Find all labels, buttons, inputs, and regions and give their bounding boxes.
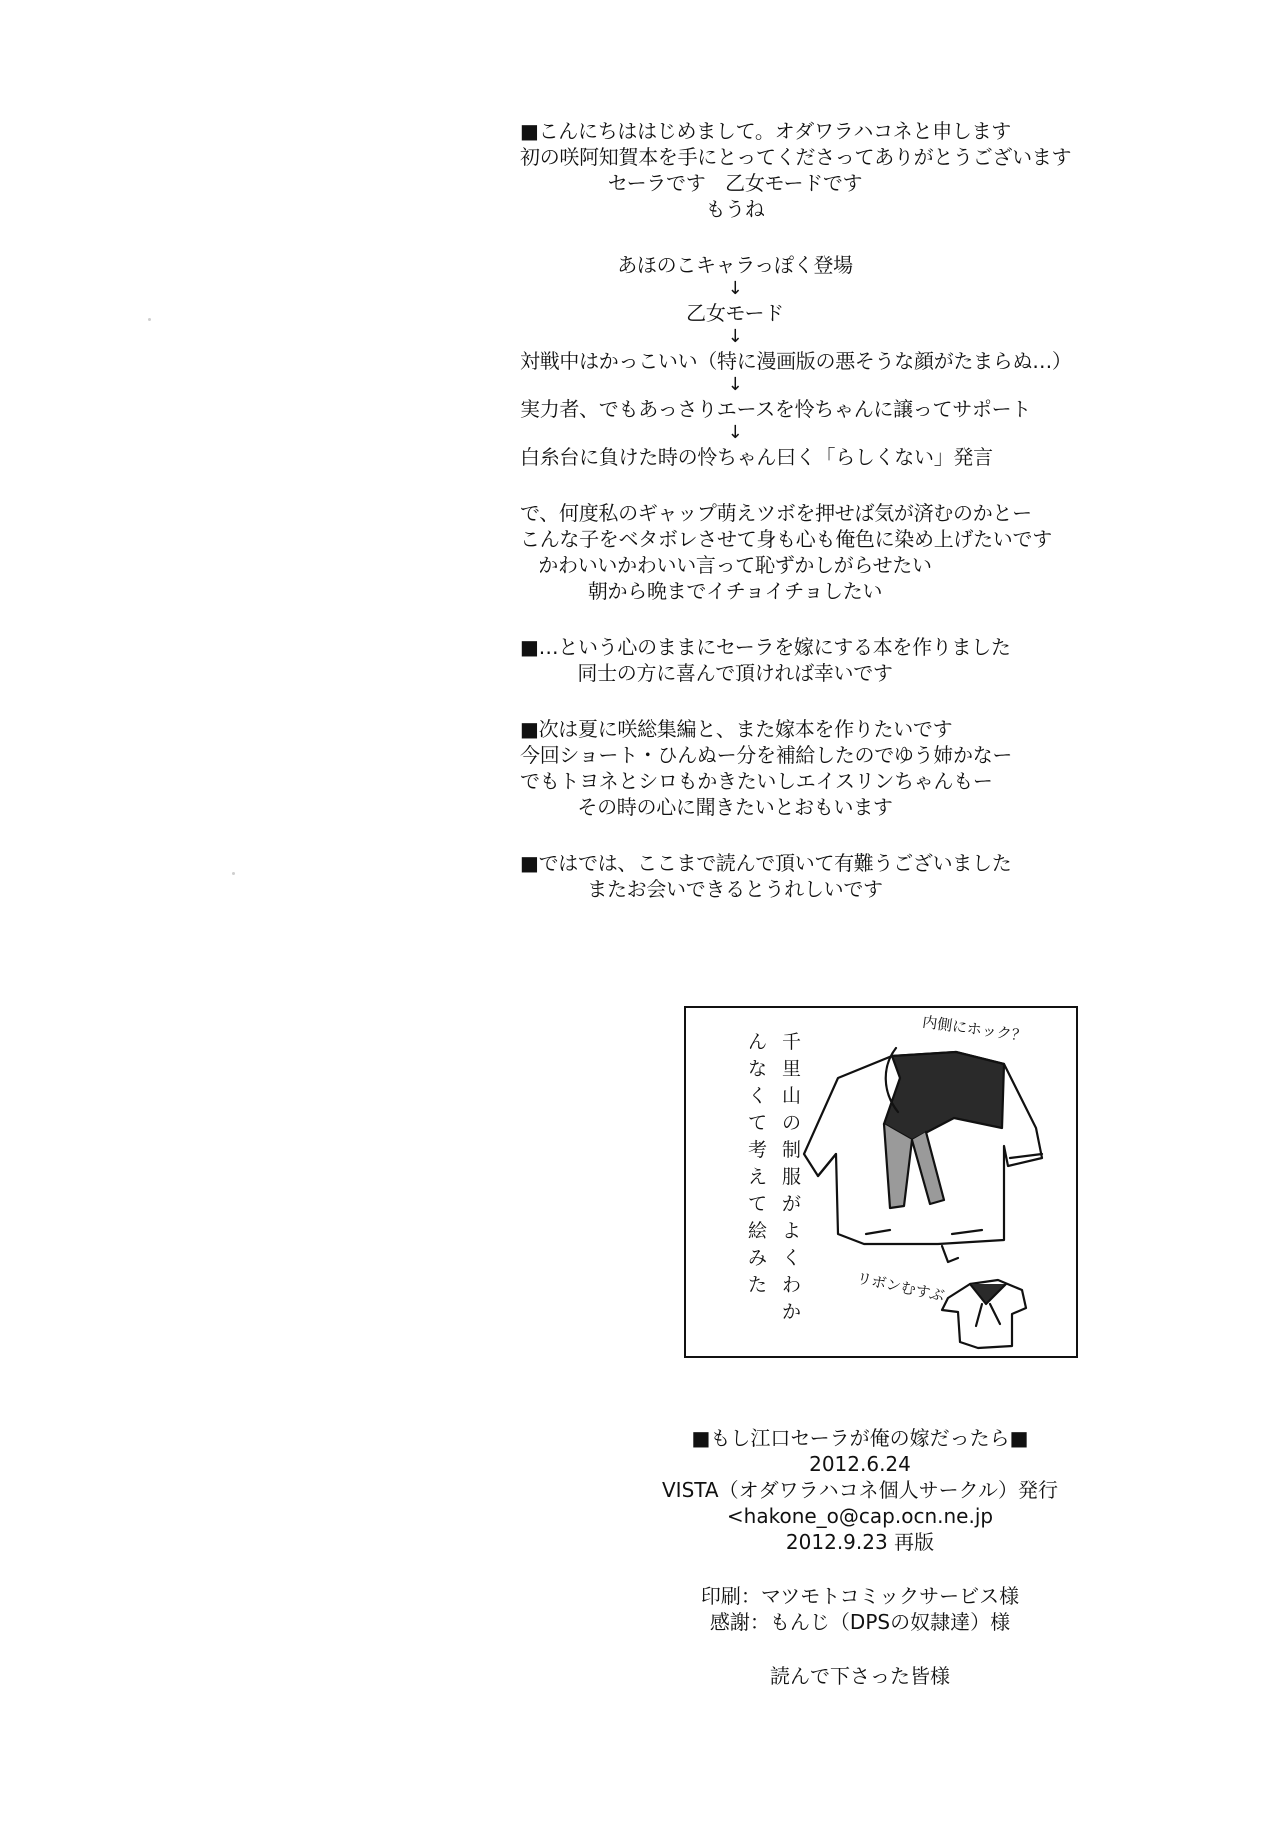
scan-speck — [148, 318, 151, 321]
reprint-date: 2012.9.23 再版 — [785, 1530, 935, 1554]
colophon — [600, 1425, 1120, 1689]
text-line: ■ではでは、ここまで読んで頂いて有難うございました — [520, 851, 1012, 875]
flow-step: あほのこキャラっぽく登場 — [617, 253, 853, 277]
publisher: VISTA（オダワラハコネ個人サークル）発行 — [661, 1478, 1059, 1502]
text-line: こんな子をベタボレさせて身も心も俺色に染め上げたいです — [520, 527, 1052, 551]
text-line: ■次は夏に咲総集編と、また嫁本を作りたいです — [520, 717, 953, 741]
down-arrow-icon: ↓ — [727, 374, 743, 395]
gap-moe-paragraph — [520, 500, 1052, 604]
text-line: 初の咲阿知賀本を手にとってくださってありがとうございます — [520, 145, 1072, 169]
flow-step: 実力者、でもあっさりエースを怜ちゃんに譲ってサポート — [520, 397, 1031, 421]
note-bottom: リボンむすぶ — [855, 1268, 947, 1306]
uniform-sketch — [686, 1008, 1076, 1356]
text-line: その時の心に聞きたいとおもいます — [577, 795, 893, 819]
flow-step: 対戦中はかっこいい（特に漫画版の悪そうな顔がたまらぬ…） — [520, 349, 1072, 373]
uniform-sketch-panel — [684, 1006, 1078, 1358]
text-line: ■こんにちははじめまして。オダワラハコネと申します — [520, 119, 1011, 143]
text-line: ■…という心のままにセーラを嫁にする本を作りました — [520, 635, 1011, 659]
intro-paragraph — [520, 118, 1072, 222]
text-line: かわいいかわいい言って恥ずかしがらせたい — [538, 553, 932, 577]
flow-step: 乙女モード — [686, 301, 784, 325]
text-line: で、何度私のギャップ萌えツボを押せば気が済むのかとー — [520, 501, 1032, 525]
closing-paragraph — [520, 850, 1012, 902]
thanks-credit: 感謝：もんじ（DPSの奴隷達）様 — [709, 1610, 1011, 1634]
text-line: もうね — [705, 197, 765, 221]
text-line: 今回ショート・ひんぬー分を補給したのでゆう姉かなー — [520, 743, 1013, 767]
character-flow — [520, 252, 1072, 470]
scan-speck — [232, 872, 235, 875]
book-paragraph — [520, 634, 1011, 686]
text-line: またお会いできるとうれしいです — [587, 877, 883, 901]
down-arrow-icon: ↓ — [727, 278, 743, 299]
publish-date: 2012.6.24 — [809, 1452, 911, 1476]
book-title: ■もし江口セーラが俺の嫁だったら■ — [691, 1426, 1029, 1450]
text-line: セーラです 乙女モードです — [607, 171, 863, 195]
vertical-handwritten-note: 千里山の制服がよくわかんなくて考えて絵みた — [748, 1031, 802, 1323]
text-line: 朝から晩までイチョイチョしたい — [587, 579, 883, 603]
text-line: でもトヨネとシロもかきたいしエイスリンちゃんもー — [520, 769, 993, 793]
afterword-message — [520, 118, 1072, 932]
readers-thanks: 読んで下さった皆様 — [770, 1664, 950, 1688]
note-top: 内側にホック？ — [921, 1012, 1028, 1046]
flow-step: 白糸台に負けた時の怜ちゃん曰く「らしくない」発言 — [520, 445, 993, 469]
email-address: <hakone_o@cap.ocn.ne.jp — [726, 1504, 994, 1528]
down-arrow-icon: ↓ — [727, 326, 743, 347]
printer-credit: 印刷：マツモトコミックサービス様 — [700, 1584, 1020, 1608]
down-arrow-icon: ↓ — [727, 422, 743, 443]
text-line: 同士の方に喜んで頂ければ幸いです — [577, 661, 893, 685]
next-plan-paragraph — [520, 716, 1013, 820]
